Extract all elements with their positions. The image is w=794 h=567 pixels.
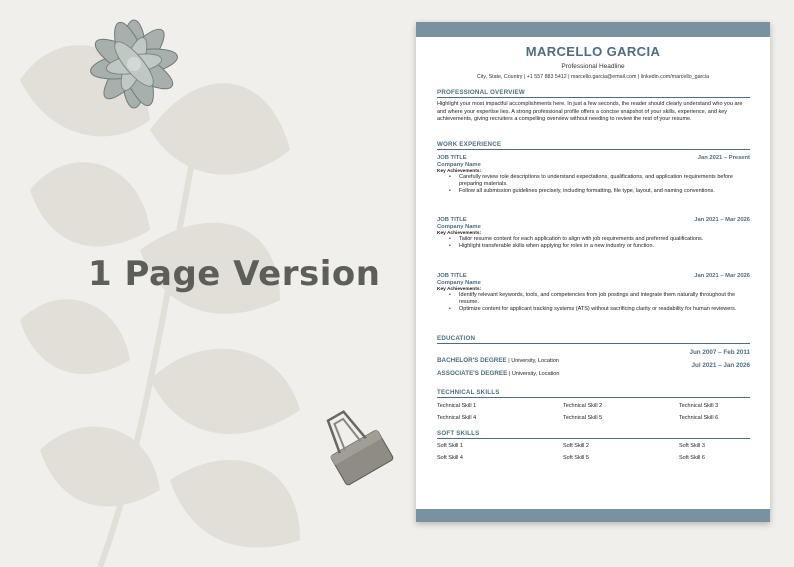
degree-dates: Jun 2007 – Feb 2011 bbox=[689, 349, 750, 356]
soft-skills-title: SOFT SKILLS bbox=[437, 430, 750, 439]
company-name: Company Name bbox=[437, 224, 481, 230]
education-title: EDUCATION bbox=[437, 335, 750, 344]
technical-skills-title: TECHNICAL SKILLS bbox=[437, 389, 750, 398]
soft-skills-section bbox=[437, 430, 750, 439]
key-achievements-label: Key Achievements: bbox=[437, 168, 482, 174]
achievement-bullet: • Carefully review role descriptions to understand expectations, qualifications, and application requirements before preparing materials. bbox=[459, 174, 750, 188]
overview-title: PROFESSIONAL OVERVIEW bbox=[437, 89, 750, 98]
job-dates: Jan 2021 – Present bbox=[697, 155, 750, 161]
resume-name: MARCELLO GARCIA bbox=[525, 44, 661, 59]
job-title: JOB TITLE bbox=[437, 273, 467, 279]
job-entry bbox=[437, 155, 750, 195]
skill-item: Soft Skill 6 bbox=[679, 455, 705, 461]
succulent-plant-image bbox=[84, 14, 184, 114]
skill-item: Soft Skill 3 bbox=[679, 443, 705, 449]
resume-tagline: Professional Headline bbox=[561, 63, 625, 70]
resume-contact: City, State, Country | +1 557 883 5412 | marcello.garcia@email.com | linkedin.com/marcello_garcia bbox=[476, 74, 710, 80]
degree-dates: Jul 2021 – Jan 2026 bbox=[691, 362, 750, 369]
achievement-bullet: • Identify relevant keywords, tools, and competencies from job postings and integrate them naturally throughout the resume. bbox=[459, 292, 750, 306]
skill-item: Technical Skill 4 bbox=[437, 415, 477, 421]
education-entry: ASSOCIATE'S DEGREE | University, Location Jul 2021 – Jan 2026 bbox=[437, 362, 750, 380]
technical-skills-section bbox=[437, 389, 750, 398]
job-title: JOB TITLE bbox=[437, 217, 467, 223]
page-headline: 1 Page Version bbox=[88, 254, 381, 294]
skill-item: Soft Skill 2 bbox=[563, 443, 589, 449]
job-entry bbox=[437, 217, 750, 250]
education-section bbox=[437, 335, 750, 344]
achievement-bullet: • Highlight transferable skills when applying for roles in a new industry or function. bbox=[459, 243, 750, 250]
skill-item: Technical Skill 5 bbox=[563, 415, 603, 421]
achievement-bullet: • Optimize content for applicant tracking systems (ATS) without sacrificing clarity or readability for human reviewers. bbox=[459, 306, 750, 313]
job-dates: Jan 2021 – Mar 2026 bbox=[694, 217, 750, 223]
experience-title: WORK EXPERIENCE bbox=[437, 141, 750, 150]
skill-item: Soft Skill 4 bbox=[437, 455, 463, 461]
education-entry: BACHELOR'S DEGREE | University, Location Jun 2007 – Feb 2011 bbox=[437, 349, 750, 367]
overview-text: Highlight your most impactful accomplishments here. In just a few seconds, the reader should clearly understand who you are and where your expertise lies. A strong professional profile offers a concise snapshot of your skills, experience, and key achievements, giving recruiters a compelling overview without needing to review the rest of your resume. bbox=[437, 101, 743, 123]
binder-clip-image bbox=[312, 404, 402, 494]
skill-item: Soft Skill 5 bbox=[563, 455, 589, 461]
skill-item: Technical Skill 1 bbox=[437, 403, 477, 409]
degree-school: University, Location bbox=[511, 358, 559, 364]
degree-name: ASSOCIATE'S DEGREE bbox=[437, 370, 508, 377]
skill-item: Soft Skill 1 bbox=[437, 443, 463, 449]
skill-item: Technical Skill 2 bbox=[563, 403, 603, 409]
skill-item: Technical Skill 6 bbox=[679, 415, 719, 421]
job-dates: Jan 2021 – Mar 2026 bbox=[694, 273, 750, 279]
key-achievements-label: Key Achievements: bbox=[437, 230, 482, 236]
skill-item: Technical Skill 3 bbox=[679, 403, 719, 409]
experience-section bbox=[437, 141, 750, 150]
resume-bottom-band bbox=[416, 509, 770, 522]
key-achievements-label: Key Achievements: bbox=[437, 286, 482, 292]
degree-name: BACHELOR'S DEGREE bbox=[437, 357, 507, 364]
achievement-bullet: • Follow all submission guidelines precisely, including formatting, file type, layout, and naming conventions. bbox=[459, 188, 750, 195]
resume-top-band bbox=[416, 22, 770, 37]
resume-page bbox=[416, 22, 770, 522]
job-entry bbox=[437, 273, 750, 313]
job-title: JOB TITLE bbox=[437, 155, 467, 161]
company-name: Company Name bbox=[437, 280, 481, 286]
overview-section bbox=[437, 89, 750, 124]
degree-school: University, Location bbox=[511, 371, 560, 377]
achievement-bullet: • Tailor resume content for each application to align with job requirements and preferred qualifications. bbox=[459, 236, 750, 243]
company-name: Company Name bbox=[437, 162, 481, 168]
